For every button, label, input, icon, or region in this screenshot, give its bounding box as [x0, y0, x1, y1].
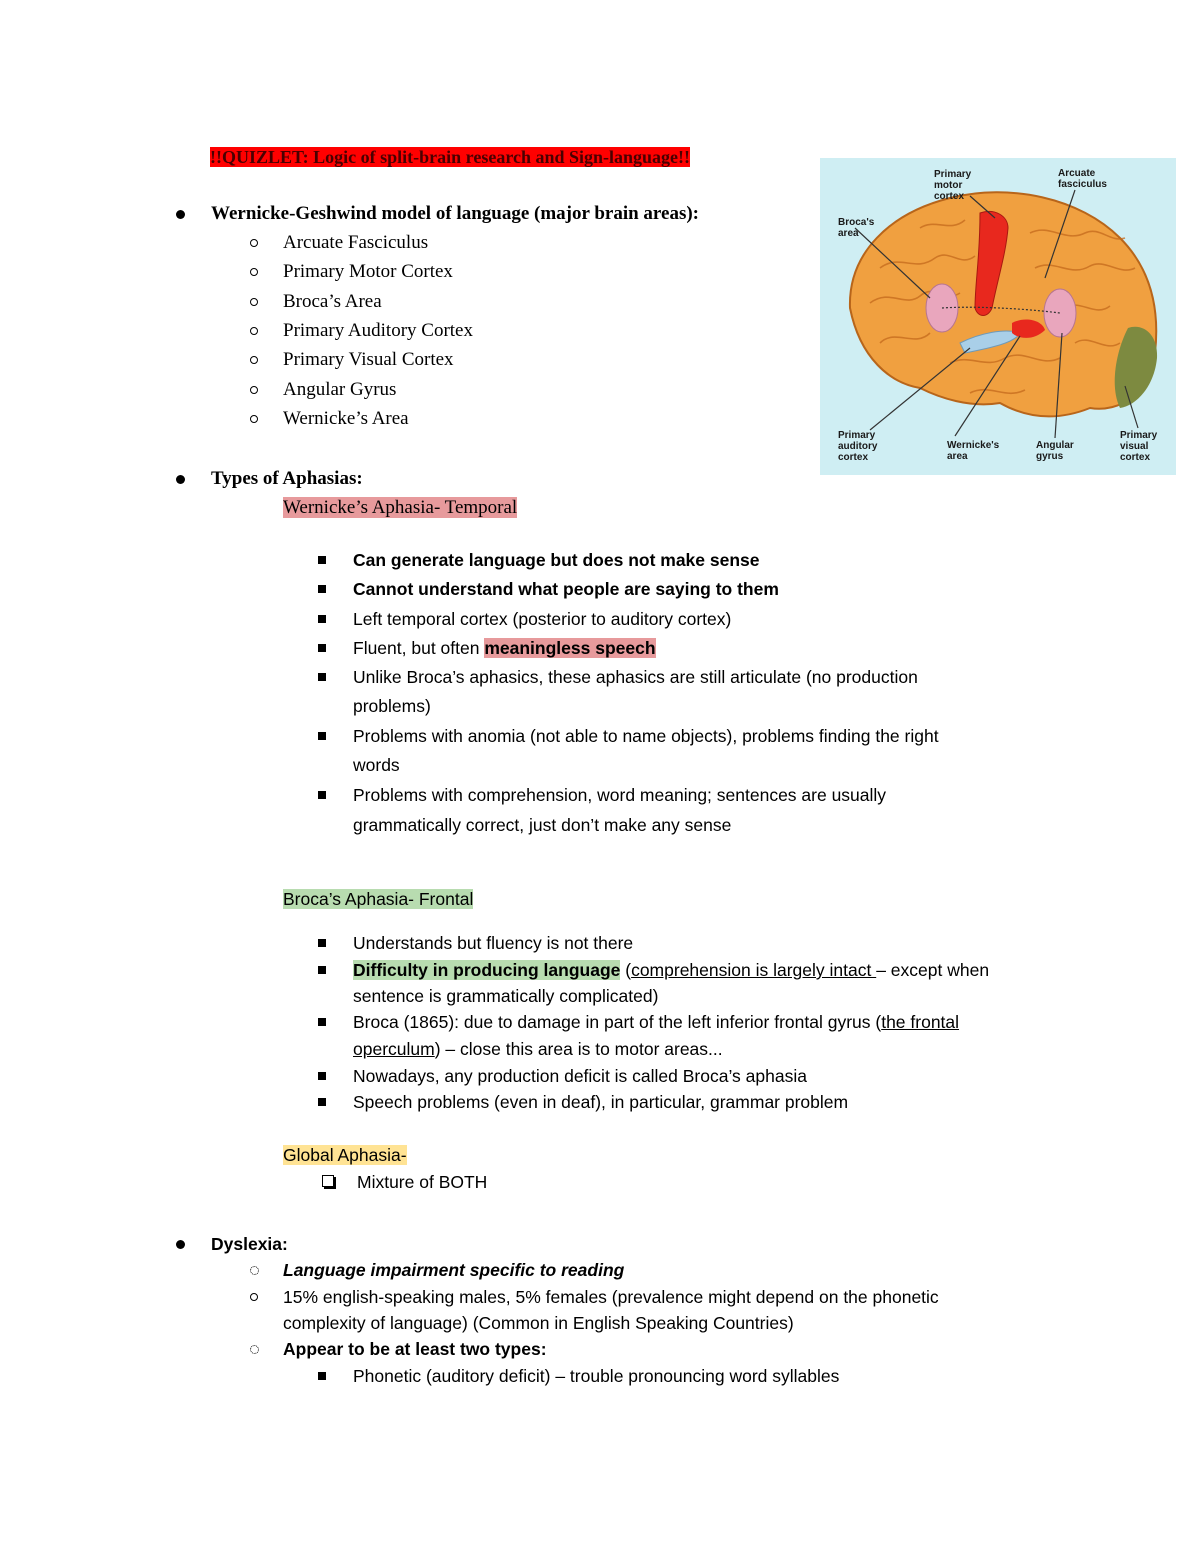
global-aphasia-title	[283, 1143, 407, 1167]
dyslexia-item: 15% english-speaking males, 5% females (prevalence might depend on the phonetic	[283, 1287, 939, 1307]
global-item: Mixture of BOTH	[357, 1172, 488, 1192]
bullet-square	[318, 791, 326, 799]
bullet-square	[318, 1018, 326, 1026]
label-primary-visual: Primary visual cortex	[1120, 430, 1158, 463]
label-broca: Broca's area	[838, 217, 875, 239]
area-item: Primary Visual Cortex	[283, 349, 454, 370]
area-item: Wernicke’s Area	[283, 408, 409, 429]
bullet-square	[318, 556, 326, 564]
wernicke-aphasia-title-text: Wernicke’s Aphasia- Temporal	[283, 497, 518, 518]
operculum-underline: operculum	[353, 1039, 435, 1059]
broca-item-cont	[353, 1037, 723, 1061]
wernicke-item-text: Fluent, but often	[353, 638, 485, 658]
label-arcuate: Arcuate fasciculus	[1058, 168, 1107, 190]
label-primary-motor: Primary motor cortex	[934, 169, 972, 202]
area-item: Arcuate Fasciculus	[283, 232, 429, 253]
broca-item-text: Broca (1865): due to damage in part of the left inferior frontal gyrus (	[353, 1012, 882, 1032]
checkbox-bullet	[322, 1175, 334, 1187]
frontal-underline: the frontal	[881, 1012, 960, 1032]
broca-item	[353, 958, 989, 982]
bullet-circle	[250, 356, 258, 364]
difficulty-highlight: Difficulty in producing language	[353, 960, 621, 980]
bullet-square	[318, 1072, 326, 1080]
wernicke-item: Problems with anomia (not able to name objects), problems finding the right	[353, 726, 939, 746]
bullet-disc	[176, 210, 185, 219]
bullet-square	[318, 732, 326, 740]
bullet-square	[318, 1098, 326, 1106]
global-aphasia-title-text: Global Aphasia-	[283, 1145, 407, 1165]
bullet-square	[318, 939, 326, 947]
meaningless-speech-highlight: meaningless speech	[484, 638, 656, 658]
aphasias-heading: Types of Aphasias:	[211, 468, 363, 489]
label-angular: Angular gyrus	[1036, 440, 1074, 462]
brain-illustration	[820, 158, 1176, 475]
bullet-square	[318, 1372, 326, 1380]
wernicke-item-cont: words	[353, 755, 400, 775]
broca-item	[353, 1010, 959, 1034]
broca-aphasia-title-text: Broca’s Aphasia- Frontal	[283, 889, 474, 909]
comprehension-underline: comprehension is largely intact	[631, 960, 877, 980]
wernicke-item-cont: grammatically correct, just don’t make any sense	[353, 815, 732, 835]
dyslexia-item: Language impairment specific to reading	[283, 1260, 625, 1280]
bullet-circle	[250, 298, 258, 306]
label-primary-auditory: Primary auditory cortex	[838, 430, 878, 463]
area-item: Primary Auditory Cortex	[283, 320, 473, 341]
wernicke-item	[353, 636, 656, 660]
dyslexia-subitem: Phonetic (auditory deficit) – trouble pronouncing word syllables	[353, 1366, 840, 1386]
bullet-circle	[250, 1293, 258, 1301]
broca-item: Understands but fluency is not there	[353, 933, 634, 953]
broca-item-text: ) – close this area is to motor areas...	[434, 1039, 723, 1059]
wernicke-item: Left temporal cortex (posterior to auditory cortex)	[353, 609, 732, 629]
bullet-square	[318, 585, 326, 593]
broca-item-text: – except when	[876, 960, 990, 980]
wernicke-item: Can generate language but does not make sense	[353, 550, 760, 570]
bullet-circle	[250, 327, 258, 335]
dyslexia-item-cont: complexity of language) (Common in English Speaking Countries)	[283, 1313, 794, 1333]
bullet-dotted	[250, 1345, 259, 1354]
bullet-dotted	[250, 1266, 259, 1275]
bullet-circle	[250, 386, 258, 394]
broca-item: Speech problems (even in deaf), in particular, grammar problem	[353, 1092, 849, 1112]
broca-item-text: (	[620, 960, 632, 980]
bullet-circle	[250, 268, 258, 276]
bullet-square	[318, 673, 326, 681]
wernicke-item-cont: problems)	[353, 696, 431, 716]
title-text: !!QUIZLET: Logic of split-brain research and Sign-language!!	[210, 147, 691, 167]
bullet-square	[318, 644, 326, 652]
wernicke-geschwind-heading: Wernicke-Geshwind model of language (major brain areas):	[211, 203, 699, 224]
label-wernicke: Wernicke's area	[947, 440, 1000, 462]
wernicke-item: Problems with comprehension, word meaning; sentences are usually	[353, 785, 887, 805]
broca-item-cont: sentence is grammatically complicated)	[353, 986, 659, 1006]
bullet-square	[318, 615, 326, 623]
bullet-disc	[176, 1240, 185, 1249]
bullet-circle	[250, 415, 258, 423]
area-item: Broca’s Area	[283, 291, 382, 312]
bullet-circle	[250, 239, 258, 247]
bullet-square	[318, 966, 326, 974]
brain-diagram	[820, 158, 1176, 475]
bullet-disc	[176, 475, 185, 484]
broca-item: Nowadays, any production deficit is called Broca’s aphasia	[353, 1066, 807, 1086]
area-item: Primary Motor Cortex	[283, 261, 453, 282]
dyslexia-item: Appear to be at least two types:	[283, 1339, 547, 1359]
wernicke-aphasia-title	[283, 496, 517, 520]
page-title	[210, 145, 690, 169]
broca-aphasia-title	[283, 887, 473, 911]
dyslexia-heading: Dyslexia:	[211, 1234, 288, 1254]
wernicke-item: Cannot understand what people are saying to them	[353, 579, 779, 599]
area-item: Angular Gyrus	[283, 379, 397, 400]
wernicke-item: Unlike Broca’s aphasics, these aphasics are still articulate (no production	[353, 667, 918, 687]
